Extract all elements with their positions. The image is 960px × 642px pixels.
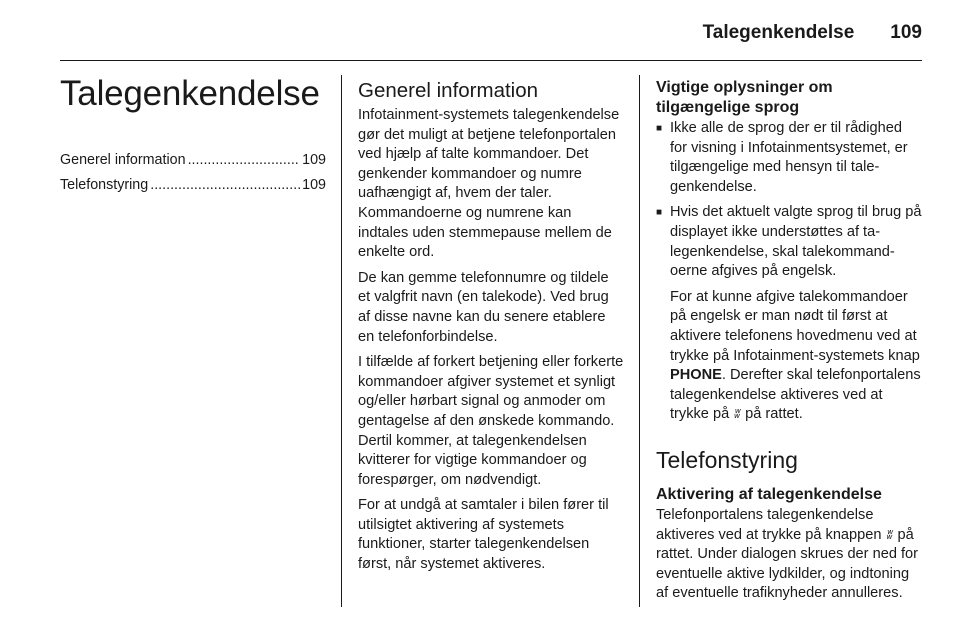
middle-column xyxy=(358,78,624,581)
toc-entry-phone[interactable] xyxy=(60,173,326,198)
page-header xyxy=(60,18,922,48)
section-heading-phone-control: Telefonstyring xyxy=(656,446,798,473)
text-run: For at kunne afgive talekommandoer på engelsk er man nødt til først at aktivere telefonens hovedmenu ved at trykke på Infotainment-systemets knap xyxy=(670,288,920,364)
chapter-title: Talegenkendelse xyxy=(60,74,320,113)
text-run: . Derefter skal telefonportalens talegenkendelse aktiveres ved at trykke på xyxy=(670,367,921,423)
column-divider-right xyxy=(639,75,640,607)
subheading-languages: Vigtige oplysninger om tilgængelige sprog xyxy=(656,79,833,116)
left-column xyxy=(60,72,326,198)
table-of-contents xyxy=(60,148,326,198)
text-run: Telefonportalens talegenkendelse aktiveres ved at trykke på knappen xyxy=(656,506,886,543)
toc-leader xyxy=(186,148,301,173)
toc-leader xyxy=(148,173,300,198)
header-title: Talegenkendelse xyxy=(702,22,855,43)
voice-control-icon: ʬ xyxy=(734,407,741,422)
toc-label: Generel information xyxy=(60,152,186,168)
paragraph: For at undgå at samtaler i bilen fører til utilsigtet aktivering af systemets funktioner, starter talegenkendelsen først, når systemet aktiveres. xyxy=(358,497,609,573)
section-heading-general: Generel information xyxy=(358,79,539,102)
header-rule xyxy=(60,60,922,61)
toc-page: 109 xyxy=(302,177,326,193)
column-divider-left xyxy=(341,75,342,607)
text-run: på rattet. Under dialogen skrues der ned for eventuelle aktive lydkilder, og indtoning af eventuelle trafiknyheder annulleres. xyxy=(656,526,919,602)
toc-page: 109 xyxy=(302,152,326,168)
bullet-list xyxy=(656,119,922,425)
paragraph: Infotainment-systemets talegenkendelse gør det muligt at betjene telefonportalen ved hjælp af talte kommandoer. Det genkender kommandoer og numre uafhængigt af, hvem der taler. Kommandoerne og numrene kan indtales uden stemmepause mellem de enkelte ord. xyxy=(358,107,620,261)
toc-entry-general[interactable] xyxy=(60,148,326,173)
bullet-subparagraph xyxy=(670,288,922,425)
subheading-activation: Aktivering af talegenkendelse xyxy=(656,485,882,503)
text-run: på rattet. xyxy=(741,406,803,423)
bullet-item xyxy=(656,203,922,425)
page-number: 109 xyxy=(890,22,922,43)
paragraph: De kan gemme telefonnumre og tildele et valgfrit navn (en talekode). Ved brug af disse navne kan du senere etablere en telefonforbindelse. xyxy=(358,269,609,345)
bullet-item xyxy=(656,119,922,197)
bullet-text: Ikke alle de sprog der er til rådighed for visning i Infotainmentsystemet, er tilgængelige med hensyn til talegenkendelse. xyxy=(670,120,908,195)
toc-label: Telefonstyring xyxy=(60,177,149,193)
paragraph xyxy=(656,506,922,604)
phone-key-label: PHONE xyxy=(670,367,722,384)
bullet-text: Hvis det aktuelt valgte sprog til brug på displayet ikke understøttes af talegenkendelse, skal talekommandoerne afgives på engelsk. xyxy=(670,204,922,280)
voice-control-icon: ʬ xyxy=(886,527,893,542)
paragraph: I tilfælde af forkert betjening eller forkerte kommandoer afgiver systemet et synligt og/eller hørbart signal og anmoder om gentagelse af den ønskede kommando. Dertil kommer, at talegenkendelsen kvitterer for vigtige kommandoer og forespørger, om nødvendigt. xyxy=(358,354,624,488)
right-column xyxy=(656,78,922,610)
